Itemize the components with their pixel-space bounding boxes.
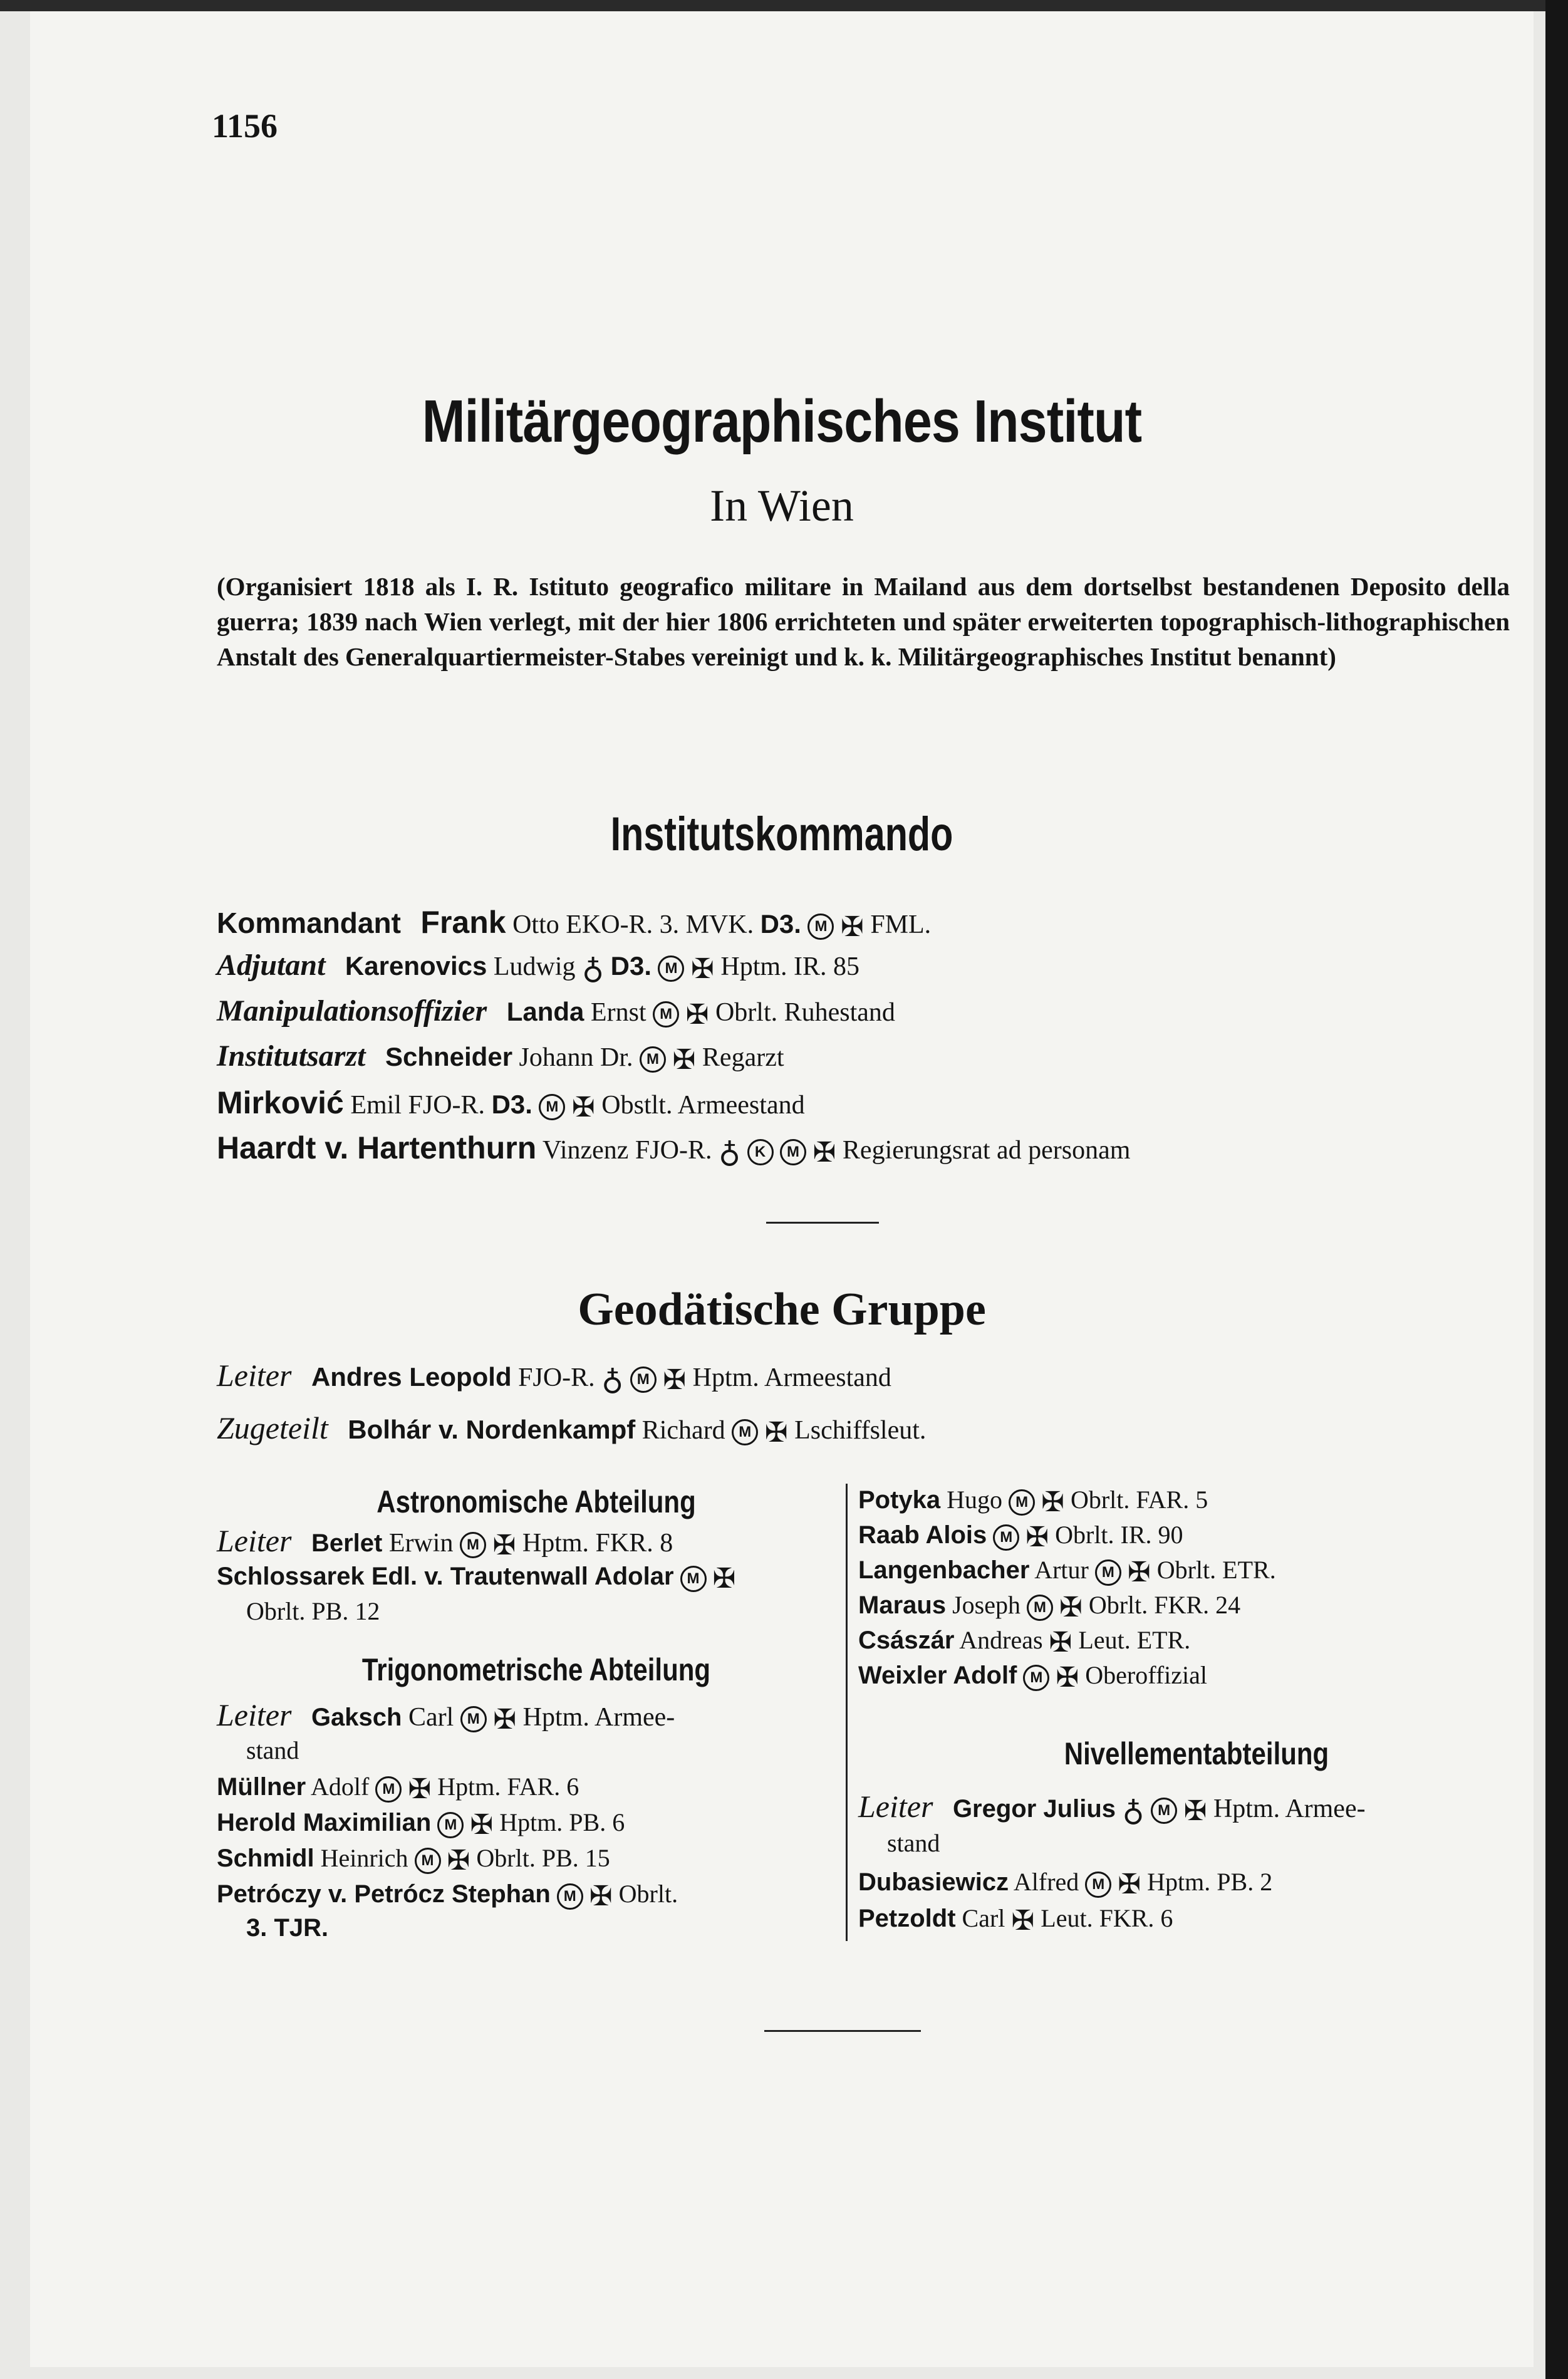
row-name: Potyka [858,1486,941,1514]
trig-leiter-row [217,1697,675,1736]
cross-icon: ✠ [712,1563,736,1595]
row-name: Schlossarek Edl. v. Trautenwall [217,1563,588,1590]
section-title-geodaetisch: Geodätische Gruppe [578,1284,986,1335]
scan-border-right [1545,0,1568,2379]
row-name: Mirković [217,1085,344,1120]
bottom-divider [764,2030,921,2032]
kommando-row-4 [217,1039,784,1076]
subsection-title-nivellement: Nivellementabteilung [1064,1736,1329,1771]
row-name: Császár [858,1627,955,1654]
row-label: Leiter [217,1358,292,1393]
cross-icon: ✠ [840,911,864,942]
military-merit-m-icon: M [780,1139,806,1165]
row-name: Berlet [311,1529,383,1557]
row-details: Ludwig [493,952,576,981]
cross-icon: ✠ [1056,1662,1079,1694]
military-merit-m-icon: M [653,1001,679,1028]
row-name: Gaksch [311,1704,402,1731]
row-rank: Obstlt. Armeestand [601,1091,805,1120]
kommando-row-6 [217,1130,1130,1170]
military-merit-m-icon: M [415,1848,441,1874]
cross-icon: ✠ [408,1774,432,1805]
cross-icon: ✠ [764,1417,788,1448]
row-name: Maraus [858,1591,947,1619]
cross-icon: ✠ [589,1881,613,1912]
row-name: Gregor Julius [952,1795,1116,1823]
row-rank: Hptm. IR. 85 [720,952,860,981]
cross-icon: ✠ [470,1809,494,1841]
astro-title-wrap [217,1484,856,1520]
row-label: Institutsarzt [217,1039,366,1073]
row-details: Carl [962,1904,1005,1932]
row-d3: D3. [760,909,801,939]
row-rank: Oberoffizial [1085,1661,1207,1689]
row-rank: Hptm. Armee- [1213,1794,1366,1823]
military-merit-m-icon: M [539,1094,565,1120]
trig-row-1 [217,1772,579,1805]
row-rank: Obrlt. Ruhestand [715,998,895,1027]
military-merit-m-icon: M [640,1046,666,1073]
row-label: Leiter [858,1789,933,1824]
row-label: Adjutant [217,949,326,982]
row-details: Richard [641,1416,725,1445]
page-title: Militärgeographisches Institut [422,388,1142,455]
row-details: FJO-R. [518,1363,595,1392]
right-row-2 [858,1520,1183,1553]
kommando-row-3 [217,994,895,1031]
military-merit-m-icon: M [1027,1595,1053,1621]
row-name: Petróczy v. Petrócz Stephan [217,1880,551,1908]
cross-icon: ✠ [1118,1869,1141,1900]
subsection-title-astronomisch: Astronomische Abteilung [376,1484,696,1519]
row-details: Erwin [388,1529,454,1558]
row-name: Landa [506,997,584,1026]
military-merit-m-icon: M [460,1706,487,1732]
military-merit-m-icon: M [1023,1665,1049,1691]
cross-icon: ✠ [1025,1522,1049,1553]
section-title-kommando: Institutskommando [610,808,953,861]
intro-paragraph: (Organisiert 1818 als I. R. Istituto geografico militare in Mailand aus dem dortselbst bestandenen Deposito della guerra; 1839 nach Wien verlegt, mit der hier 1806 errichteten und später erweiterten topographisch-lithographischen Anstalt des Generalquartiermeister-Stabes vereinigt und k. k. Militärgeographisches Institut benannt) [217,572,1510,671]
medal-icon: ♁ [601,1363,624,1397]
row-rank: Obrlt. PB. 15 [476,1844,610,1872]
military-merit-m-icon: M [460,1532,486,1558]
row-details: Adolf [311,1773,370,1801]
row-name: Karenovics [345,951,487,981]
row-rank: Hptm. PB. 2 [1147,1868,1273,1896]
kommando-row-1 [217,904,931,943]
row-rank: Hptm. FAR. 6 [437,1773,579,1801]
nivel-leiter-continued: stand [887,1829,940,1857]
military-merit-m-icon: M [732,1419,758,1445]
nivel-title-wrap [858,1736,1535,1772]
cross-icon: ✠ [1049,1627,1072,1658]
row-details: Johann Dr. [519,1043,633,1072]
military-merit-m-icon: M [375,1776,402,1803]
row-details: Adolar [594,1563,674,1590]
trig-title-wrap [217,1652,856,1688]
row-rank: Obrlt. ETR. [1156,1556,1276,1584]
row-label: Zugeteilt [217,1410,328,1445]
cross-icon: ✠ [1041,1487,1064,1518]
military-merit-m-icon: M [1085,1871,1111,1898]
row-rank: Hptm. FKR. 8 [522,1529,673,1558]
cross-icon: ✠ [1059,1592,1083,1623]
cross-icon: ✠ [492,1529,516,1561]
row-name: Schneider [385,1042,513,1071]
military-merit-m-icon: M [807,914,834,940]
row-rank: Hptm. Armeestand [692,1363,891,1392]
geo-zugeteilt-row [217,1410,926,1449]
trig-leiter-continued: stand [246,1736,299,1764]
row-rank: Lschiffsleut. [794,1416,927,1445]
right-row-6 [858,1660,1207,1694]
column-divider [846,1484,848,1941]
row-rank: FML. [870,910,932,939]
cross-icon: ✠ [571,1091,595,1123]
row-rank: Regierungsrat ad personam [842,1136,1131,1165]
astro-row-2 [217,1561,735,1595]
row-name: Frank [420,905,506,940]
row-name: Dubasiewicz [858,1868,1009,1896]
row-rank: Leut. FKR. 6 [1041,1904,1173,1932]
geo-leiter-row [217,1357,891,1397]
row-rank: Obrlt. FKR. 24 [1088,1591,1241,1619]
military-merit-m-icon: M [437,1812,464,1838]
trig-row-4-continued: 3. TJR. [246,1914,329,1942]
nivel-row-1 [858,1867,1272,1900]
row-details: Hugo [947,1486,1003,1514]
cross-icon: ✠ [1127,1557,1151,1588]
cross-icon: ✠ [1011,1905,1035,1937]
row-rank: Leut. ETR. [1078,1626,1191,1654]
cross-icon: ✠ [493,1704,517,1735]
kommando-row-5 [217,1085,805,1123]
military-merit-m-icon: M [1009,1489,1035,1516]
row-rank: Hptm. PB. 6 [499,1808,625,1836]
trig-row-3 [217,1843,610,1877]
row-details: Heinrich [320,1844,408,1872]
trig-row-4 [217,1879,678,1912]
right-row-3 [858,1555,1276,1588]
cross-icon: ✠ [663,1364,687,1395]
right-row-4 [858,1590,1240,1623]
row-name: Bolhár v. Nordenkampf [348,1415,636,1444]
military-merit-m-icon: M [993,1524,1019,1551]
row-d3: D3. [491,1090,532,1119]
row-details: Otto EKO-R. 3. MVK. [512,910,754,939]
row-rank: Obrlt. IR. 90 [1055,1521,1183,1549]
military-merit-m-icon: M [630,1366,657,1393]
row-details: Ernst [590,998,646,1027]
row-label: Manipulationsoffizier [217,994,487,1028]
military-merit-m-icon: M [658,955,684,982]
row-details: Alfred [1013,1868,1079,1896]
cross-icon: ✠ [447,1845,470,1877]
row-name: Weixler Adolf [858,1662,1017,1689]
row-label: Kommandant [217,907,401,939]
row-name: Schmidl [217,1845,314,1872]
cross-icon: ✠ [672,1044,696,1075]
page-subtitle: In Wien [710,481,854,531]
cross-icon: ✠ [1183,1795,1207,1826]
row-name: Herold Maximilian [217,1809,432,1836]
row-name: Raab Alois [858,1521,987,1549]
medal-icon: ♁ [582,952,605,986]
row-label: Leiter [217,1523,292,1558]
right-row-1 [858,1485,1208,1518]
row-details: Andreas [959,1626,1043,1654]
nivel-row-2 [858,1903,1173,1937]
row-name: Andres Leopold [311,1362,512,1392]
row-name: Langenbacher [858,1556,1030,1584]
row-rank: Obrlt. [618,1880,678,1908]
row-name: Petzoldt [858,1905,956,1932]
medal-icon: ♁ [1122,1794,1145,1828]
row-d3: D3. [610,951,652,981]
row-rank: Hptm. Armee- [522,1703,675,1732]
row-details: Artur [1034,1556,1089,1584]
row-details: Carl [408,1703,454,1732]
subsection-title-trigonometrisch: Trigonometrische Abteilung [361,1652,711,1687]
row-label: Leiter [217,1697,292,1732]
page-number: 1156 [212,107,278,145]
row-rank: Regarzt [702,1043,784,1072]
medal-icon: ♁ [718,1136,741,1170]
military-merit-m-icon: M [557,1883,583,1910]
row-rank: Obrlt. FAR. 5 [1070,1486,1208,1514]
astro-leiter-row [217,1523,673,1561]
kommando-row-2 [217,948,859,986]
row-details: Vinzenz FJO-R. [543,1136,712,1165]
row-details: Joseph [952,1591,1020,1619]
row-name: Müllner [217,1773,306,1801]
row-name: Haardt v. Hartenthurn [217,1130,537,1165]
military-merit-m-icon: M [1151,1798,1177,1824]
right-row-5 [858,1625,1190,1658]
cross-icon: ✠ [685,999,709,1030]
nivel-leiter-row [858,1788,1366,1828]
section-divider [766,1222,879,1224]
document-page [30,11,1534,2367]
scan-border-top [0,0,1568,11]
military-merit-m-icon: M [1095,1559,1121,1586]
trig-row-2 [217,1808,625,1841]
cross-icon: ✠ [813,1137,836,1168]
military-merit-m-icon: M [680,1566,707,1592]
k-order-icon: K [747,1139,774,1165]
astro-row-2-continued: Obrlt. PB. 12 [246,1597,380,1625]
cross-icon: ✠ [690,953,714,984]
row-details: Emil FJO-R. [350,1091,485,1120]
